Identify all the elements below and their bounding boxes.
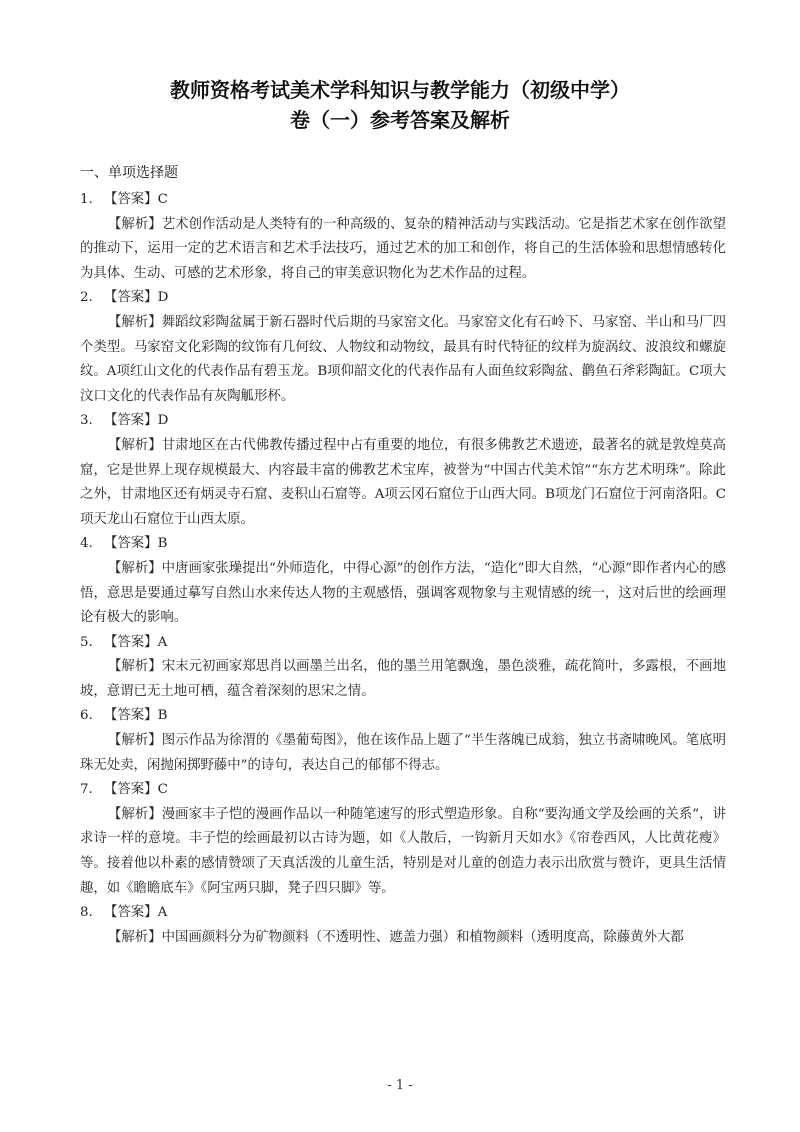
question-number: 5.	[80, 634, 93, 650]
analysis-text: 中唐画家张璪提出“外师造化，中得心源”的创作方法，“造化”即大自然，“心源”即作者内心的感悟，意思是要通过摹写自然山水来传达人物的主观感悟，强调客观物象与主观情感的统一，这对后世的绘画理论有极大的影响。	[80, 560, 726, 626]
question-item-4	[80, 532, 726, 630]
question-number: 2.	[80, 290, 93, 306]
question-number: 8.	[80, 905, 93, 921]
analysis-label: 【解析】	[108, 659, 162, 675]
question-number: 6.	[80, 708, 93, 724]
answer-value: C	[157, 782, 168, 798]
analysis-paragraph	[80, 926, 726, 951]
analysis-text: 漫画家丰子恺的漫画作品以一种随笔速写的形式塑造形象。自称“要沟通文学及绘画的关系”，讲求诗一样的意境。丰子恺的绘画最初以古诗为题，如《人散后，一钩新月天如水》《帘卷西风，人比黄花瘦》等。接着他以朴素的感情赞颂了天真活泼的儿童生活，特别是对儿童的创造力表示出欣赏与赞许，更具生活情趣，如《瞻瞻底车》《阿宝两只脚，凳子四只脚》等。	[80, 806, 726, 896]
question-item-2	[80, 286, 726, 409]
analysis-label: 【解析】	[108, 733, 162, 749]
analysis-label: 【解析】	[108, 216, 162, 232]
analysis-paragraph	[80, 557, 726, 631]
answer-value: D	[157, 290, 169, 306]
answer-line	[80, 778, 726, 803]
analysis-label: 【解析】	[108, 560, 162, 576]
answer-label: 【答案】	[104, 782, 158, 798]
answer-line	[80, 704, 726, 729]
page-number: - 1 -	[387, 1078, 413, 1093]
analysis-text: 宋末元初画家郑思肖以画墨兰出名，他的墨兰用笔飘逸，墨色淡雅，疏花简叶，多露根，不画地坡，意谓已无土地可栖，蕴含着深刻的思宋之情。	[80, 659, 727, 699]
analysis-paragraph	[80, 803, 726, 901]
answer-label: 【答案】	[104, 905, 158, 921]
analysis-label: 【解析】	[108, 437, 162, 453]
analysis-label: 【解析】	[108, 314, 162, 330]
answer-value: A	[157, 634, 168, 650]
answer-value: A	[157, 905, 168, 921]
answer-value: D	[157, 413, 169, 429]
question-item-1	[80, 188, 726, 286]
answer-label: 【答案】	[104, 413, 158, 429]
question-number: 1.	[80, 192, 93, 207]
answer-line	[80, 532, 726, 557]
analysis-text: 甘肃地区在古代佛教传播过程中占有重要的地位，有很多佛教艺术遗迹，最著名的就是敦煌莫高窟，它是世界上现存规模最大、内容最丰富的佛教艺术宝库，被誉为“中国古代美术馆”“东方艺术明珠”。除此之外，甘肃地区还有炳灵寺石窟、麦积山石窟等。A项云冈石窟位于山西大同。B项龙门石窟位于河南洛阳。C项天龙山石窟位于山西太原。	[80, 437, 727, 527]
analysis-paragraph	[80, 434, 726, 532]
analysis-label: 【解析】	[108, 806, 162, 822]
answer-value: B	[157, 708, 168, 724]
answer-value: C	[157, 192, 168, 207]
answer-line	[80, 286, 726, 311]
question-number: 7.	[80, 782, 93, 798]
question-item-3	[80, 409, 726, 532]
analysis-paragraph	[80, 311, 726, 409]
section-heading: 一、单项选择题	[80, 165, 178, 181]
answer-label: 【答案】	[104, 634, 158, 650]
answer-line	[80, 901, 726, 926]
answer-list	[80, 188, 726, 950]
question-number: 3.	[80, 413, 93, 429]
answer-line	[80, 631, 726, 656]
answer-value: B	[157, 536, 168, 552]
analysis-paragraph	[80, 213, 726, 287]
answer-label: 【答案】	[104, 536, 158, 552]
doc-title: 教师资格考试美术学科知识与教学能力（初级中学）	[170, 78, 630, 102]
question-item-5	[80, 631, 726, 705]
answer-label: 【答案】	[104, 708, 158, 724]
analysis-text: 图示作品为徐渭的《墨葡萄图》，他在该作品上题了“半生落魄已成翁，独立书斋啸晚风。笔底明珠无处卖，闲抛闲掷野藤中”的诗句，表达自己的郁郁不得志。	[80, 733, 726, 773]
question-item-7	[80, 778, 726, 901]
question-number: 4.	[80, 536, 93, 552]
answer-label: 【答案】	[104, 192, 158, 207]
analysis-paragraph	[80, 729, 726, 778]
answer-label: 【答案】	[104, 290, 158, 306]
doc-subtitle: 卷（一）参考答案及解析	[290, 108, 510, 132]
question-item-6	[80, 704, 726, 778]
analysis-paragraph	[80, 655, 726, 704]
question-item-8	[80, 901, 726, 950]
analysis-text: 中国画颜料分为矿物颜料（不透明性、遮盖力强）和植物颜料（透明度高，除藤黄外大都	[161, 929, 684, 945]
answer-line	[80, 409, 726, 434]
answer-line	[80, 188, 726, 213]
analysis-text: 舞蹈纹彩陶盆属于新石器时代后期的马家窑文化。马家窑文化有石岭下、马家窑、半山和马厂四个类型。马家窑文化彩陶的纹饰有几何纹、人物纹和动物纹，最具有时代特征的纹样为旋涡纹、波浪纹和螺旋纹。A项红山文化的代表作品有碧玉龙。B项仰韶文化的代表作品有人面鱼纹彩陶盆、鹳鱼石斧彩陶缸。C项大汶口文化的代表作品有灰陶觚形杯。	[80, 314, 727, 404]
analysis-label: 【解析】	[108, 929, 162, 945]
analysis-text: 艺术创作活动是人类特有的一种高级的、复杂的精神活动与实践活动。它是指艺术家在创作欲望的推动下，运用一定的艺术语言和艺术手法技巧，通过艺术的加工和创作，将自己的生活体验和思想情感转化为具体、生动、可感的艺术形象，将自己的审美意识物化为艺术作品的过程。	[80, 216, 727, 281]
